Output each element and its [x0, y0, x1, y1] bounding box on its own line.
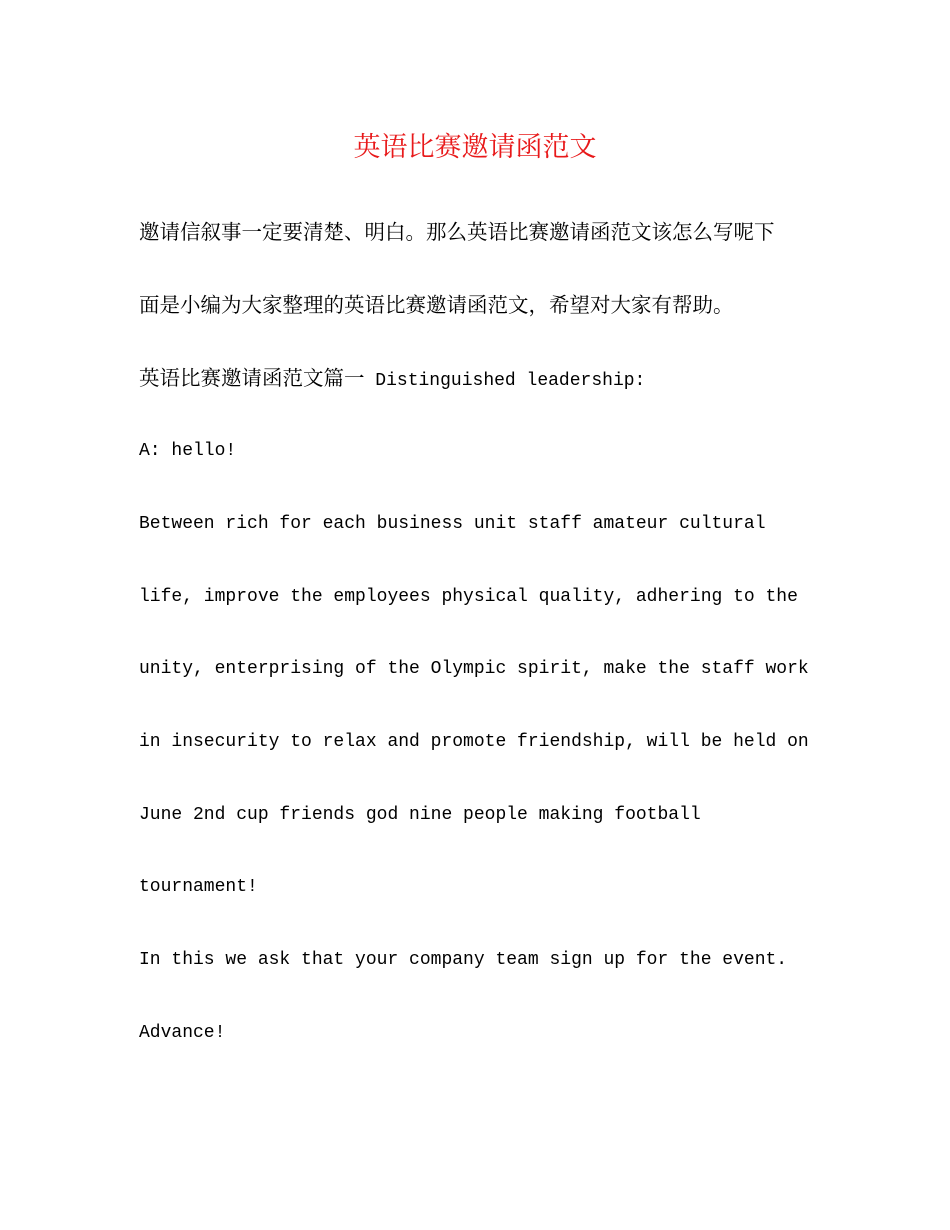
body-line: unity, enterprising of the Olympic spirit, make the staff work: [139, 659, 809, 679]
greeting-line: A: hello!: [139, 441, 237, 461]
document-title: 英语比赛邀请函范文: [353, 132, 597, 163]
section-heading-en: Distinguished leadership:: [364, 371, 646, 391]
body-line: tournament!: [139, 877, 258, 897]
section-heading: [139, 364, 645, 395]
section-heading-zh: 英语比赛邀请函范文篇一: [139, 366, 365, 390]
intro-line-1: 邀请信叙事一定要清楚、明白。那么英语比赛邀请函范文该怎么写呢下: [139, 220, 775, 244]
intro-line-2: 面是小编为大家整理的英语比赛邀请函范文，希望对大家有帮助。: [139, 293, 734, 317]
body-line: In this we ask that your company team sign up for the event.: [139, 950, 788, 970]
body-line: Advance!: [139, 1023, 226, 1043]
body-line: June 2nd cup friends god nine people making football: [139, 805, 701, 825]
body-line: life, improve the employees physical quality, adhering to the: [139, 587, 798, 607]
body-line: in insecurity to relax and promote friendship, will be held on: [139, 732, 809, 752]
body-line: Between rich for each business unit staff amateur cultural: [139, 514, 766, 534]
